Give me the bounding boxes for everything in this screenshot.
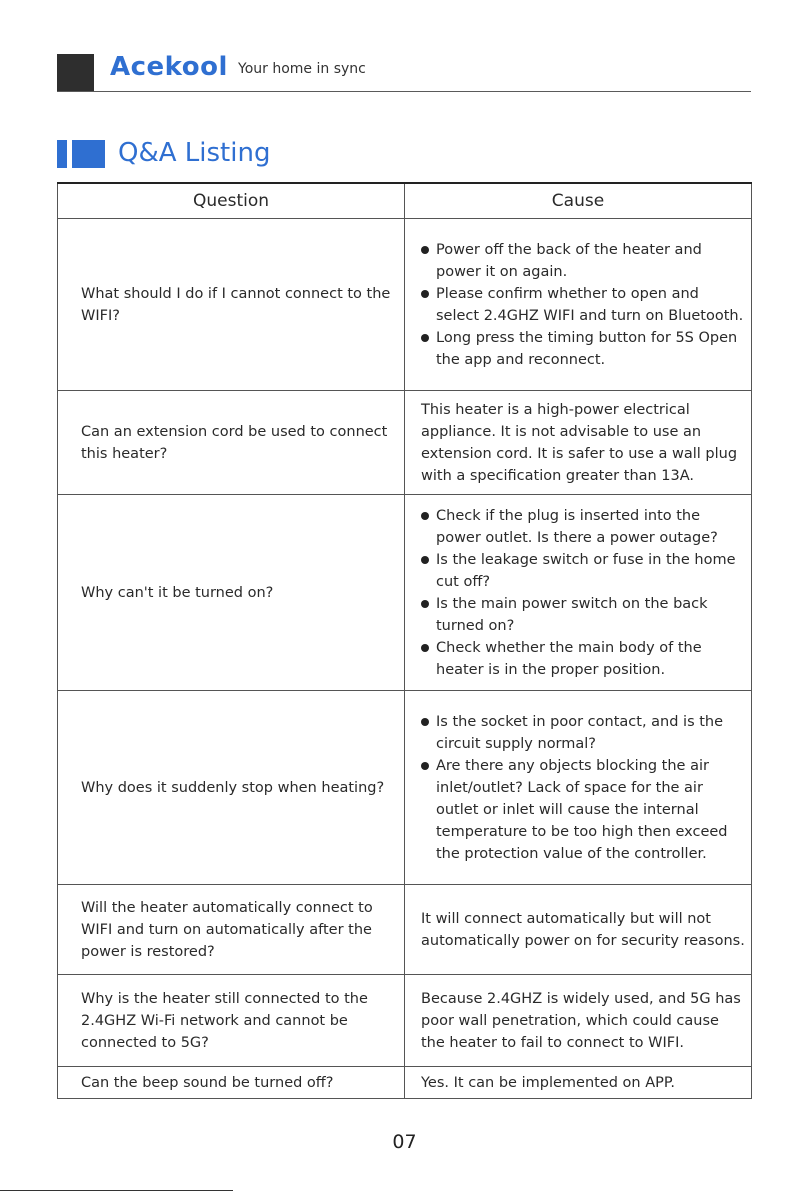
bullet-icon bbox=[421, 290, 429, 298]
table-row bbox=[58, 219, 752, 391]
question-header: Question bbox=[58, 183, 405, 219]
list-item bbox=[421, 283, 745, 327]
section-marker-bar bbox=[57, 140, 67, 168]
list-item bbox=[421, 239, 745, 283]
table-header-row bbox=[58, 183, 752, 219]
cause-text: Is the main power switch on the back turned on? bbox=[436, 595, 708, 634]
question-cell: Will the heater automatically connect to WIFI and turn on automatically after the power is restored? bbox=[58, 885, 405, 975]
list-item bbox=[421, 593, 745, 637]
question-cell: What should I do if I cannot connect to the WIFI? bbox=[58, 219, 405, 391]
cause-cell: Because 2.4GHZ is widely used, and 5G has poor wall penetration, which could cause the heater to fail to connect to WIFI. bbox=[405, 975, 752, 1067]
list-item bbox=[421, 755, 745, 865]
list-item bbox=[421, 637, 745, 681]
cause-list bbox=[421, 239, 745, 371]
question-cell: Can an extension cord be used to connect this heater? bbox=[58, 391, 405, 495]
bullet-icon bbox=[421, 512, 429, 520]
header-block bbox=[57, 54, 94, 91]
cause-cell bbox=[405, 219, 752, 391]
table-row bbox=[58, 691, 752, 885]
brand-logo: Acekool bbox=[110, 52, 228, 82]
cause-text: Are there any objects blocking the air inlet/outlet? Lack of space for the air outlet or inlet will cause the internal temperature to be too high then exceed the protection value of the controller. bbox=[436, 757, 728, 862]
footer-line bbox=[0, 1190, 233, 1191]
table-row bbox=[58, 885, 752, 975]
bullet-icon bbox=[421, 556, 429, 564]
cause-text: Is the socket in poor contact, and is the circuit supply normal? bbox=[436, 713, 724, 752]
page-number: 07 bbox=[392, 1131, 417, 1153]
cause-list bbox=[421, 711, 745, 865]
bullet-icon bbox=[421, 644, 429, 652]
cause-text: Long press the timing button for 5S Open the app and reconnect. bbox=[436, 329, 738, 368]
cause-cell bbox=[405, 495, 752, 691]
qa-table bbox=[57, 182, 752, 1099]
list-item bbox=[421, 327, 745, 371]
cause-text: Is the leakage switch or fuse in the home cut off? bbox=[436, 551, 736, 590]
question-cell: Why is the heater still connected to the 2.4GHZ Wi-Fi network and cannot be connected to 5G? bbox=[58, 975, 405, 1067]
cause-cell: It will connect automatically but will not automatically power on for security reasons. bbox=[405, 885, 752, 975]
table-row bbox=[58, 1067, 752, 1099]
bullet-icon bbox=[421, 246, 429, 254]
cause-text: Please confirm whether to open and select 2.4GHZ WIFI and turn on Bluetooth. bbox=[436, 285, 744, 324]
table-row bbox=[58, 391, 752, 495]
cause-text: Check if the plug is inserted into the power outlet. Is there a power outage? bbox=[436, 507, 718, 546]
cause-list bbox=[421, 505, 745, 681]
cause-text: Check whether the main body of the heater is in the proper position. bbox=[436, 639, 702, 678]
question-cell: Why does it suddenly stop when heating? bbox=[58, 691, 405, 885]
question-cell: Why can't it be turned on? bbox=[58, 495, 405, 691]
cause-cell bbox=[405, 691, 752, 885]
cause-cell: This heater is a high-power electrical appliance. It is not advisable to use an extension cord. It is safer to use a wall plug with a specification greater than 13A. bbox=[405, 391, 752, 495]
question-cell: Can the beep sound be turned off? bbox=[58, 1067, 405, 1099]
table-row bbox=[58, 495, 752, 691]
header-divider bbox=[57, 91, 751, 92]
table-row bbox=[58, 975, 752, 1067]
section-title: Q&A Listing bbox=[118, 138, 271, 168]
bullet-icon bbox=[421, 334, 429, 342]
list-item bbox=[421, 505, 745, 549]
section-marker-block bbox=[72, 140, 105, 168]
bullet-icon bbox=[421, 600, 429, 608]
list-item bbox=[421, 711, 745, 755]
cause-header: Cause bbox=[405, 183, 752, 219]
tagline: Your home in sync bbox=[238, 61, 366, 77]
cause-cell: Yes. It can be implemented on APP. bbox=[405, 1067, 752, 1099]
cause-text: Power off the back of the heater and power it on again. bbox=[436, 241, 702, 280]
bullet-icon bbox=[421, 718, 429, 726]
bullet-icon bbox=[421, 762, 429, 770]
list-item bbox=[421, 549, 745, 593]
